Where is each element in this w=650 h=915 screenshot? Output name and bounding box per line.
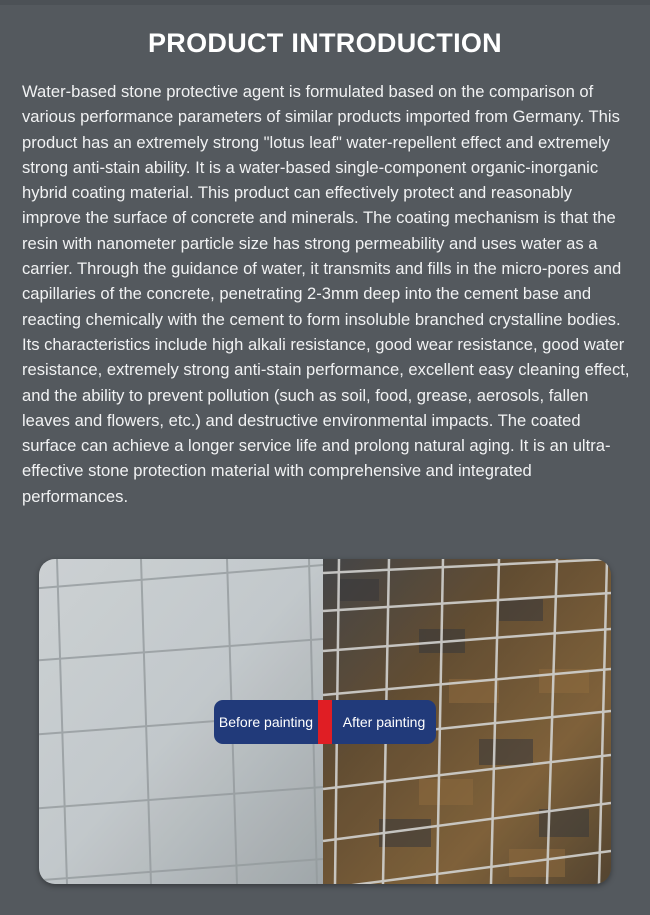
label-divider <box>318 700 332 744</box>
page-title: PRODUCT INTRODUCTION <box>148 28 502 58</box>
top-strip <box>0 0 650 5</box>
after-painting-label: After painting <box>332 700 436 744</box>
comparison-labels <box>214 700 436 744</box>
intro-paragraph: Water-based stone protective agent is formulated based on the comparison of various performance parameters of similar products imported from Germany. This product has an extremely strong "lotus leaf" water-repellent effect and extremely strong anti-stain ability. It is a water-based single-component organic-inorganic hybrid coating material. This product can effectively protect and reasonably improve the surface of concrete and minerals. The coating mechanism is that the resin with nanometer particle size has strong permeability and uses water as a carrier. Through the guidance of water, it transmits and fills in the micro-pores and capillaries of the concrete, penetrating 2-3mm deep into the cement base and reacting chemically with the cement to form insoluble branched crystalline bodies. Its characteristics include high alkali resistance, good wear resistance, good water resistance, extremely strong anti-stain performance, excellent easy cleaning effect, and the ability to prevent pollution (such as soil, food, grease, aerosols, fallen leaves and flowers, etc.) and destructive environmental impacts. The coated surface can achieve a longer service life and prolong natural aging. It is an ultra-effective stone protection material with comprehensive and integrated performances. <box>22 82 630 506</box>
before-painting-label: Before painting <box>214 700 318 744</box>
